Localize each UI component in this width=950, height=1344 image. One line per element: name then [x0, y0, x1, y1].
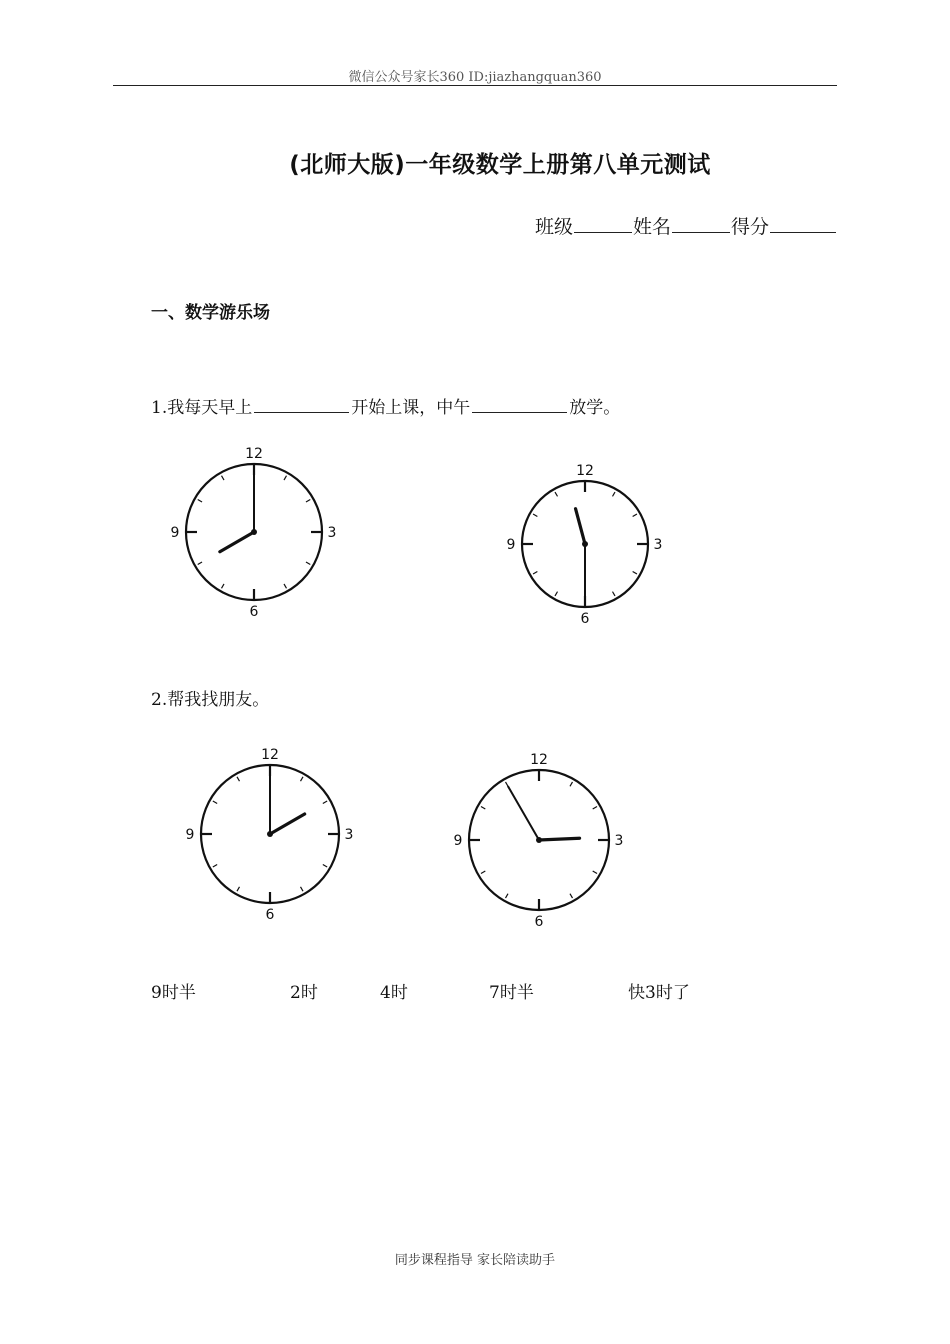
- clock-drawing: [168, 438, 350, 636]
- question-2: 2.帮我找朋友。: [151, 690, 270, 710]
- answer-blank-noon[interactable]: [472, 398, 567, 413]
- minor-tick: [213, 801, 217, 804]
- clock-numeral: 9: [170, 525, 180, 541]
- page-header-text: 微信公众号家长360 ID:jiazhangquan360: [348, 70, 602, 85]
- answer-blank-morning[interactable]: [254, 398, 349, 413]
- clock-numeral: 6: [580, 611, 590, 627]
- clock-numeral: 12: [576, 463, 594, 479]
- option-label: 7时半: [489, 983, 534, 1003]
- question-1-text-b: 开始上课，中午: [351, 398, 471, 418]
- minor-tick: [613, 592, 616, 596]
- clock-face: [180, 740, 370, 938]
- clock-numeral: 12: [530, 752, 548, 768]
- minor-tick: [593, 871, 597, 874]
- minor-tick: [284, 476, 287, 480]
- minor-tick: [306, 562, 310, 565]
- clock-center: [536, 837, 542, 843]
- hour-hand: [220, 532, 254, 552]
- clock-numeral: 12: [245, 446, 263, 462]
- clock-center: [582, 541, 588, 547]
- minor-tick: [506, 894, 509, 898]
- minor-tick: [323, 801, 327, 804]
- clock-numeral: 3: [614, 833, 624, 849]
- option-label: 4时: [380, 983, 408, 1003]
- hour-hand: [270, 814, 305, 834]
- clock-face: [500, 456, 680, 642]
- minor-tick: [481, 871, 485, 874]
- class-blank[interactable]: [574, 216, 632, 233]
- question-1-text-a: 1.我每天早上: [151, 398, 253, 418]
- minor-tick: [570, 894, 573, 898]
- minor-tick: [306, 500, 310, 503]
- header-rule: [113, 85, 837, 86]
- clock-drawing: [446, 746, 642, 944]
- clock-drawing: [500, 456, 680, 642]
- minor-tick: [284, 584, 287, 588]
- name-label: 姓名: [632, 216, 671, 238]
- minor-tick: [213, 865, 217, 868]
- minor-tick: [633, 572, 637, 575]
- minor-tick: [237, 777, 240, 781]
- clock-numeral: 3: [327, 525, 337, 541]
- minute-hand: [508, 787, 539, 840]
- clock-numeral: 3: [344, 827, 354, 843]
- clock-center: [267, 831, 273, 837]
- minor-tick: [533, 514, 537, 517]
- minor-tick: [533, 572, 537, 575]
- clock-numeral: 6: [534, 914, 544, 930]
- minor-tick: [237, 887, 240, 891]
- question-1: [151, 393, 620, 418]
- clock-numeral: 12: [261, 747, 279, 763]
- hour-hand: [539, 838, 580, 840]
- clock-face: [446, 746, 642, 944]
- clock-numeral: 9: [453, 833, 463, 849]
- minor-tick: [198, 562, 202, 565]
- minor-tick: [555, 492, 558, 496]
- page-title: (北师大版)一年级数学上册第八单元测试: [289, 152, 711, 178]
- page-footer: 同步课程指导 家长陪读助手: [394, 1253, 556, 1268]
- question-1-text-c: 放学。: [569, 398, 621, 418]
- clock-numeral: 9: [185, 827, 195, 843]
- minor-tick: [633, 514, 637, 517]
- option-label: 快3时了: [628, 983, 690, 1003]
- option-label: 2时: [290, 983, 318, 1003]
- clock-numeral: 9: [506, 537, 516, 553]
- minor-tick: [570, 782, 573, 786]
- class-label: 班级: [534, 216, 573, 238]
- minor-tick: [301, 777, 304, 781]
- minor-tick: [593, 807, 597, 810]
- clock-center: [251, 529, 257, 535]
- clock-numeral: 6: [265, 907, 275, 923]
- minor-tick: [222, 584, 225, 588]
- student-info-line: [535, 212, 837, 239]
- option-label: 9时半: [151, 983, 196, 1003]
- clock-face: [168, 438, 350, 636]
- minor-tick: [613, 492, 616, 496]
- clock-numeral: 3: [653, 537, 663, 553]
- clock-drawing: [180, 740, 370, 938]
- minor-tick: [555, 592, 558, 596]
- minor-tick: [198, 500, 202, 503]
- hour-hand: [576, 509, 585, 544]
- minor-tick: [323, 865, 327, 868]
- minor-tick: [481, 807, 485, 810]
- score-label: 得分: [730, 216, 769, 238]
- clock-numeral: 6: [249, 604, 259, 620]
- minor-tick: [301, 887, 304, 891]
- section-heading: 一、数学游乐场: [151, 303, 270, 323]
- minor-tick: [222, 476, 225, 480]
- minor-tick: [506, 782, 509, 786]
- name-blank[interactable]: [672, 216, 730, 233]
- score-blank[interactable]: [770, 216, 836, 233]
